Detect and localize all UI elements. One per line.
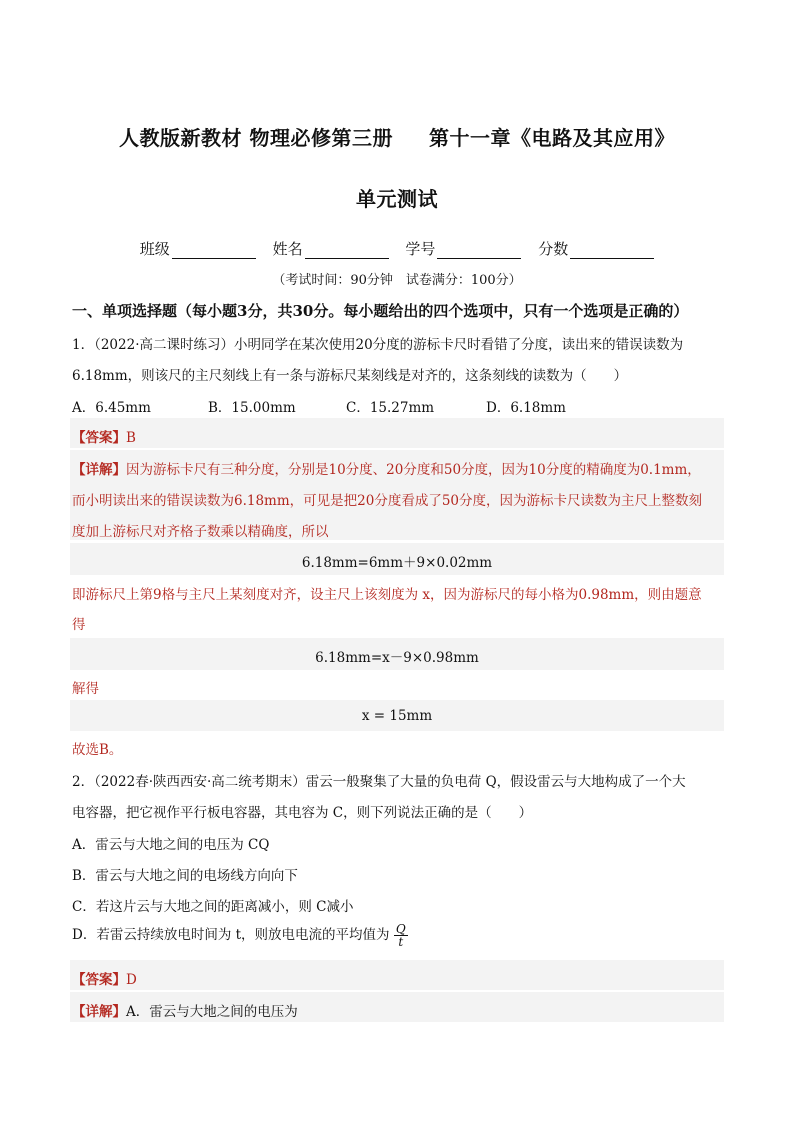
- id-label: 学号: [405, 240, 436, 258]
- title-book: 人教版新教材 物理必修第三册: [119, 126, 393, 150]
- q1-equation-1: 6.18mm=6mm＋9×0.02mm: [301, 555, 493, 571]
- id-field[interactable]: [437, 244, 521, 259]
- q1-options: [72, 396, 566, 416]
- answer-value: B: [126, 430, 136, 446]
- q2-stem-line1: 2．（2022春·陕西西安·高二统考期末）雷云一般聚集了大量的负电荷 Q，假设雷云与大地构成了一个大: [72, 774, 686, 790]
- answer-label: 【答案】: [72, 972, 126, 988]
- q1-option-d: D．6.18mm: [486, 400, 566, 416]
- detail-label: 【详解】: [72, 1004, 126, 1020]
- q1-detail-line4: 即游标尺上第9格与主尺上某刻度对齐，设主尺上该刻度为 x，因为游标尺的每小格为0.98mm，则由题意: [72, 587, 702, 603]
- fraction-q-over-t: $\frac{Q}{t}$: [395, 922, 406, 949]
- class-label: 班级: [139, 240, 170, 258]
- class-field[interactable]: [172, 244, 256, 259]
- q1-solve-label: 解得: [72, 681, 99, 697]
- q1-option-a: A．6.45mm: [72, 400, 151, 416]
- q1-equation-3: x = 15mm: [361, 708, 433, 724]
- q2-stem-line2: 电容器，把它视作平行板电容器，其电容为 C，则下列说法正确的是（ ）: [72, 805, 533, 821]
- answer-value: D: [126, 972, 137, 988]
- q1-detail-line2: 而小明读出来的错误读数为6.18mm，可见是把20分度看成了50分度，因为游标卡尺读数为主尺上整数刻: [72, 493, 703, 509]
- detail-label: 【详解】: [72, 462, 126, 478]
- q2-option-a: A．雷云与大地之间的电压为 CQ: [72, 837, 270, 853]
- name-label: 姓名: [272, 240, 303, 258]
- document-title: [0, 122, 794, 151]
- answer-label: 【答案】: [72, 430, 126, 446]
- q1-detail-line5: 得: [72, 617, 86, 633]
- q2-option-b: B．雷云与大地之间的电场线方向向下: [72, 868, 298, 884]
- q1-answer: [72, 426, 136, 446]
- exam-info: （考试时间：90分钟 试卷满分：100分）: [272, 273, 522, 288]
- name-field[interactable]: [305, 244, 389, 259]
- q1-conclusion: 故选B。: [72, 742, 123, 758]
- q1-equation-2: 6.18mm=x－9×0.98mm: [315, 650, 479, 666]
- section-heading: 一、单项选择题（每小题3分，共30分。每小题给出的四个选项中，只有一个选项是正确的）: [72, 302, 689, 320]
- score-label: 分数: [538, 240, 569, 258]
- q2-answer: [72, 968, 137, 988]
- q2-option-c: C．若这片云与大地之间的距离减小，则 C减小: [72, 899, 354, 915]
- q1-stem-line2: 6.18mm，则该尺的主尺刻线上有一条与游标尺某刻线是对齐的，这条刻线的读数为（ ）: [72, 368, 628, 384]
- q1-stem-line1: 1．（2022·高二课时练习）小明同学在某次使用20分度的游标卡尺时看错了分度，读出来的错误读数为: [72, 337, 684, 353]
- student-info-fields: [0, 238, 794, 259]
- title-chapter: 第十一章《电路及其应用》: [428, 126, 675, 150]
- q2-option-d: D．若雷云持续放电时间为 t，则放电电流的平均值为 $\frac{Q}{t}$: [72, 922, 406, 949]
- q2-answer-block: [70, 960, 724, 990]
- score-field[interactable]: [570, 244, 654, 259]
- q1-option-c: C．15.27mm: [346, 400, 435, 416]
- q1-answer-block: [70, 418, 724, 448]
- q1-option-b: B．15.00mm: [208, 400, 296, 416]
- document-subtitle: 单元测试: [356, 187, 438, 211]
- q1-detail-line1: 【详解】因为游标卡尺有三种分度，分别是10分度、20分度和50分度，因为10分度的精确度为0.1mm，: [72, 462, 701, 478]
- q1-detail-line3: 度加上游标尺对齐格子数乘以精确度，所以: [72, 524, 329, 540]
- q2-detail-line1: 【详解】A．雷云与大地之间的电压为: [72, 1004, 298, 1020]
